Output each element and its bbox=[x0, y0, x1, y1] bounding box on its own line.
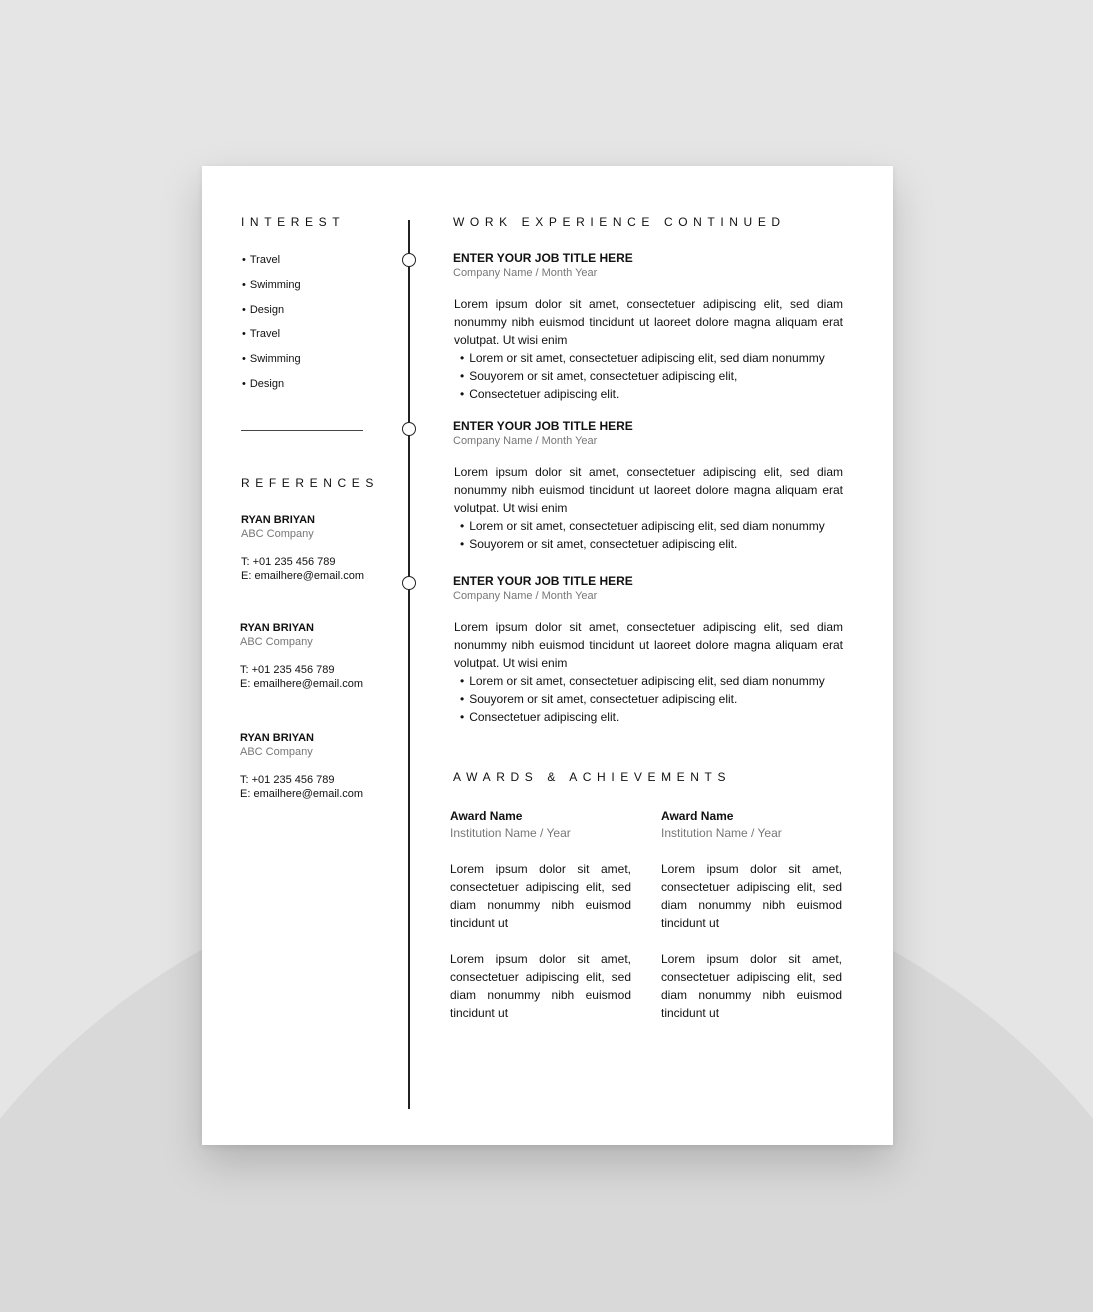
interest-item: • Travel bbox=[242, 326, 301, 351]
award-institution: Institution Name / Year bbox=[450, 826, 571, 840]
resume-page bbox=[202, 166, 893, 1145]
reference-email: E: emailhere@email.com bbox=[241, 570, 365, 582]
award-paragraph: Lorem ipsum dolor sit amet, consectetuer adipiscing elit, sed diam nonummy nibh euismod tincidunt ut bbox=[450, 952, 631, 1020]
job-bullet: • Souyorem or sit amet, consectetuer adipiscing elit. bbox=[460, 535, 843, 553]
reference-phone: T: +01 235 456 789 bbox=[240, 664, 335, 676]
award-entry bbox=[450, 808, 631, 1040]
job-bullet: • Lorem or sit amet, consectetuer adipiscing elit, sed diam nonummy bbox=[460, 672, 843, 690]
job-meta: Company Name / Month Year bbox=[453, 590, 598, 602]
job-title: ENTER YOUR JOB TITLE HERE bbox=[453, 574, 633, 588]
job-bullets bbox=[453, 672, 843, 726]
reference-name: RYAN BRIYAN bbox=[241, 514, 315, 526]
job-bullet: • Consectetuer adipiscing elit. bbox=[460, 708, 843, 726]
job-bullet: • Consectetuer adipiscing elit. bbox=[460, 385, 843, 403]
awards-heading: AWARDS & ACHIEVEMENTS bbox=[453, 770, 732, 784]
work-experience-heading: WORK EXPERIENCE CONTINUED bbox=[453, 215, 786, 229]
references-heading: REFERENCES bbox=[241, 476, 380, 490]
job-entry bbox=[453, 419, 843, 553]
job-bullet: • Lorem or sit amet, consectetuer adipiscing elit, sed diam nonummy bbox=[460, 349, 843, 367]
reference-company: ABC Company bbox=[240, 636, 313, 648]
reference-email: E: emailhere@email.com bbox=[240, 678, 364, 690]
reference-name: RYAN BRIYAN bbox=[240, 622, 314, 634]
job-bullet: • Souyorem or sit amet, consectetuer adipiscing elit. bbox=[460, 690, 843, 708]
job-description: Lorem ipsum dolor sit amet, consectetuer adipiscing elit, sed diam nonummy nibh euismod tincidunt ut laoreet dolore magna aliquam erat volutpat. Ut wisi enim bbox=[454, 297, 843, 347]
reference-entry bbox=[240, 731, 390, 801]
job-meta: Company Name / Month Year bbox=[453, 435, 598, 447]
job-description: Lorem ipsum dolor sit amet, consectetuer adipiscing elit, sed diam nonummy nibh euismod tincidunt ut laoreet dolore magna aliquam erat volutpat. Ut wisi enim bbox=[454, 620, 843, 670]
job-bullet: • Lorem or sit amet, consectetuer adipiscing elit, sed diam nonummy bbox=[460, 517, 843, 535]
job-bullet: • Souyorem or sit amet, consectetuer adipiscing elit, bbox=[460, 367, 843, 385]
reference-entry bbox=[241, 513, 391, 583]
job-entry bbox=[453, 251, 843, 403]
reference-name: RYAN BRIYAN bbox=[240, 732, 314, 744]
reference-entry bbox=[240, 621, 390, 691]
job-title: ENTER YOUR JOB TITLE HERE bbox=[453, 251, 633, 265]
award-institution: Institution Name / Year bbox=[661, 826, 782, 840]
award-paragraph: Lorem ipsum dolor sit amet, consectetuer adipiscing elit, sed diam nonummy nibh euismod tincidunt ut bbox=[450, 862, 631, 930]
award-paragraph: Lorem ipsum dolor sit amet, consectetuer adipiscing elit, sed diam nonummy nibh euismod tincidunt ut bbox=[661, 952, 842, 1020]
interest-item: • Design bbox=[242, 376, 301, 401]
interest-heading: INTEREST bbox=[241, 215, 346, 229]
interest-item: • Travel bbox=[242, 252, 301, 277]
reference-company: ABC Company bbox=[240, 746, 313, 758]
job-bullets bbox=[453, 349, 843, 403]
reference-phone: T: +01 235 456 789 bbox=[240, 774, 335, 786]
interest-item: • Swimming bbox=[242, 351, 301, 376]
award-paragraph: Lorem ipsum dolor sit amet, consectetuer adipiscing elit, sed diam nonummy nibh euismod tincidunt ut bbox=[661, 862, 842, 930]
timeline-node bbox=[402, 422, 416, 436]
interest-list bbox=[242, 252, 301, 401]
job-description: Lorem ipsum dolor sit amet, consectetuer adipiscing elit, sed diam nonummy nibh euismod tincidunt ut laoreet dolore magna aliquam erat volutpat. Ut wisi enim bbox=[454, 465, 843, 515]
interest-item: • Swimming bbox=[242, 277, 301, 302]
job-title: ENTER YOUR JOB TITLE HERE bbox=[453, 419, 633, 433]
award-entry bbox=[661, 808, 842, 1040]
job-meta: Company Name / Month Year bbox=[453, 267, 598, 279]
reference-company: ABC Company bbox=[241, 528, 314, 540]
interest-item: • Design bbox=[242, 302, 301, 327]
award-name: Award Name bbox=[450, 809, 523, 823]
timeline-line bbox=[408, 220, 410, 1109]
reference-phone: T: +01 235 456 789 bbox=[241, 556, 336, 568]
award-name: Award Name bbox=[661, 809, 734, 823]
reference-email: E: emailhere@email.com bbox=[240, 788, 364, 800]
section-divider bbox=[241, 430, 363, 431]
timeline-node bbox=[402, 253, 416, 267]
timeline-node bbox=[402, 576, 416, 590]
job-bullets bbox=[453, 517, 843, 553]
job-entry bbox=[453, 574, 843, 726]
